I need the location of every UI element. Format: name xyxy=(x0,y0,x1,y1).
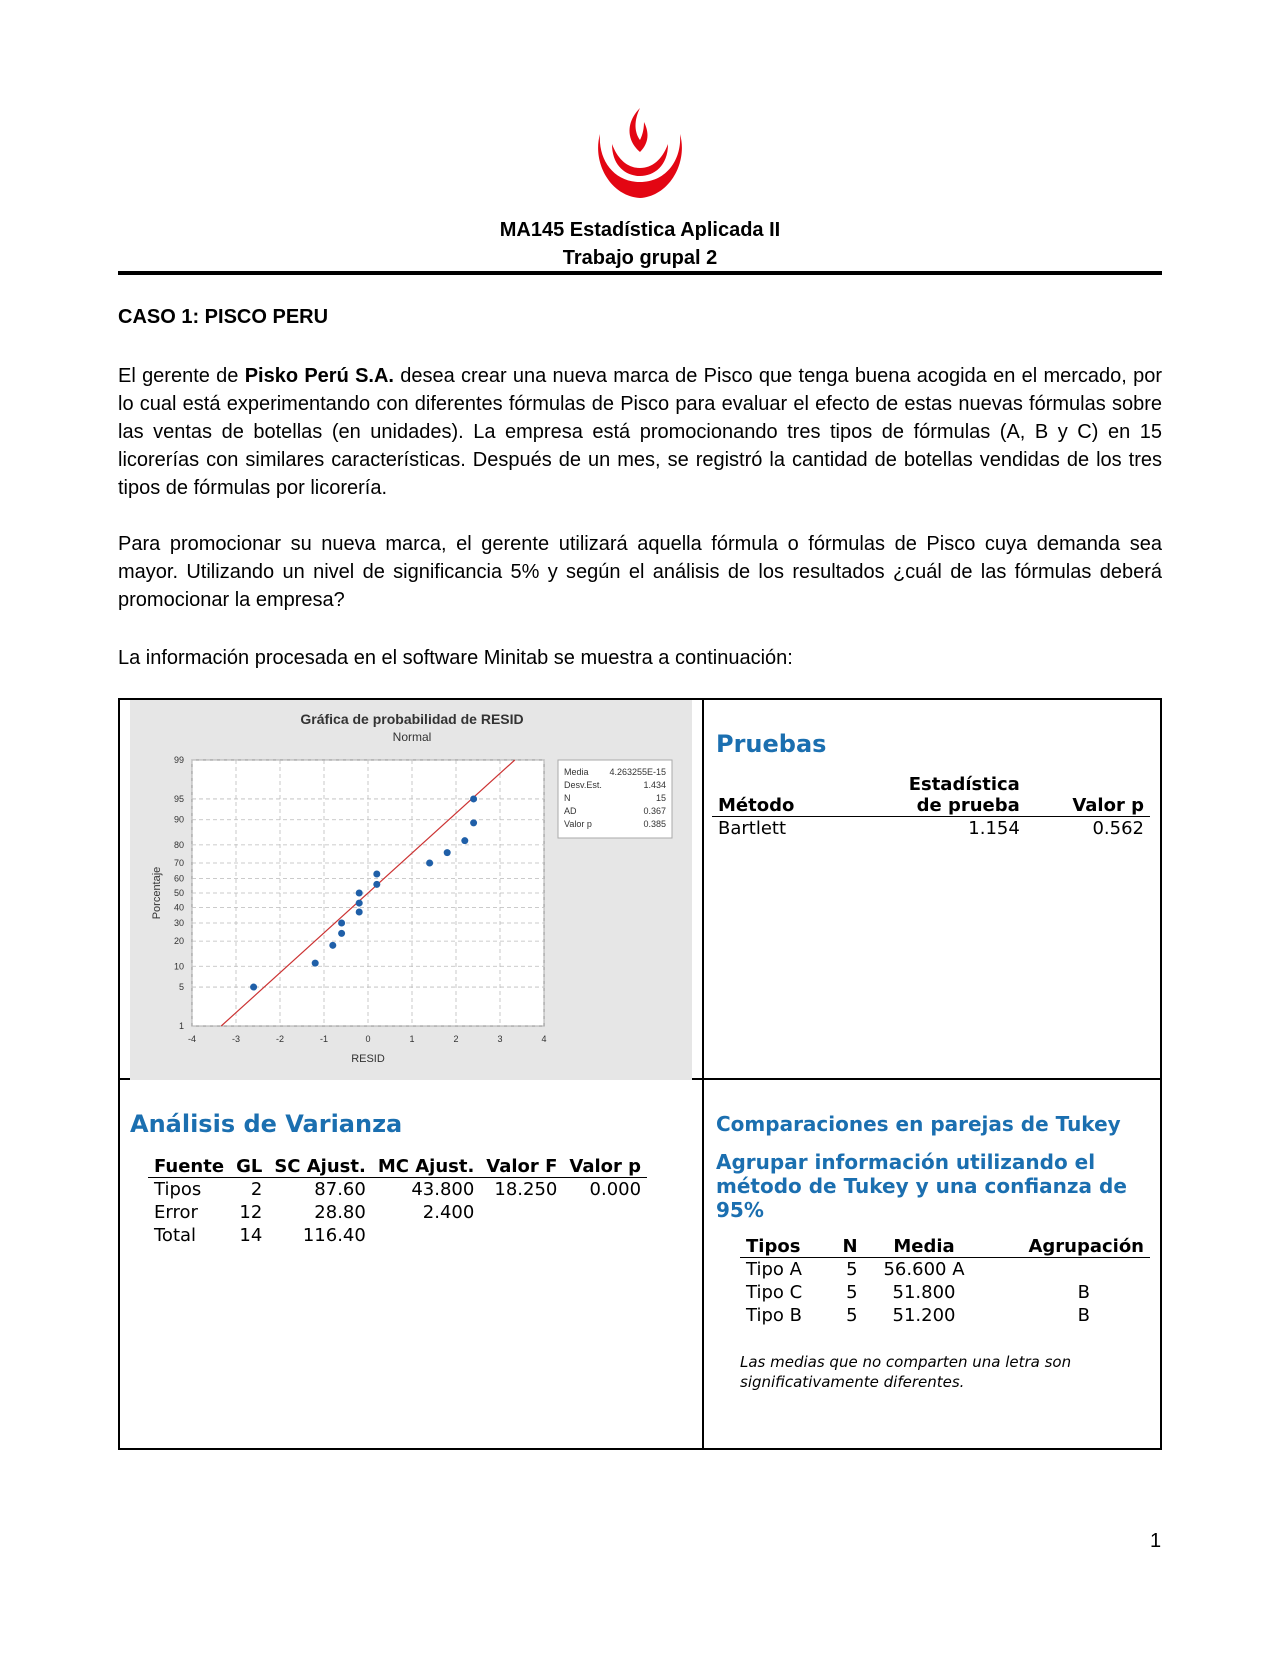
tukey-group-b: B xyxy=(1077,1305,1090,1326)
tukey-cell: 5 xyxy=(846,1282,858,1303)
anova-cell xyxy=(480,1201,563,1224)
tukey-header-tipos: Tipos xyxy=(740,1236,828,1258)
data-point xyxy=(373,871,380,878)
anova-cell: Tipos xyxy=(154,1179,202,1200)
y-axis-label: Porcentaje xyxy=(151,866,163,920)
tukey-cell xyxy=(864,1304,985,1327)
anova-cell xyxy=(563,1224,647,1247)
table-row xyxy=(148,1201,647,1224)
data-point xyxy=(329,942,336,949)
data-point xyxy=(373,881,380,888)
x-tick-label: -1 xyxy=(319,1034,329,1044)
x-tick-label: 4 xyxy=(541,1034,547,1044)
anova-title: Análisis de Varianza xyxy=(130,1110,403,1138)
anova-cell xyxy=(563,1201,647,1224)
header-divider xyxy=(118,271,1162,275)
pruebas-header-estadistica-line1: Estadística xyxy=(908,774,1020,795)
x-tick-label: 0 xyxy=(365,1034,371,1044)
data-point xyxy=(444,849,451,856)
course-title: MA145 Estadística Aplicada II xyxy=(499,219,781,241)
x-tick-label: -3 xyxy=(231,1034,241,1044)
y-tick-label: 1 xyxy=(178,1021,184,1031)
y-axis-ticks xyxy=(174,755,184,1031)
table-row xyxy=(740,1281,1150,1304)
data-point xyxy=(470,795,477,802)
y-tick-label: 5 xyxy=(178,982,184,993)
y-tick-label: 70 xyxy=(173,858,184,869)
data-point xyxy=(338,930,345,937)
tukey-media: 56.600 xyxy=(883,1259,947,1280)
data-point xyxy=(312,960,319,967)
paragraph-minitab: La información procesada en el software Minitab se muestra a continuación: xyxy=(118,647,793,669)
tukey-media: 51.800 xyxy=(892,1282,956,1303)
pruebas-header-estadistica xyxy=(843,774,1026,817)
anova-header-gl: GL xyxy=(230,1156,268,1178)
anova-cell: 18.250 xyxy=(494,1179,558,1200)
anova-header-sc: SC Ajust. xyxy=(268,1156,372,1178)
anova-cell: 12 xyxy=(239,1202,263,1223)
stats-legend xyxy=(558,760,672,838)
table-row xyxy=(712,817,1150,841)
table-row xyxy=(148,1178,647,1202)
y-tick-label: 30 xyxy=(173,917,184,928)
anova-cell: 0.000 xyxy=(589,1179,642,1200)
x-tick-label: 1 xyxy=(409,1034,415,1044)
anova-cell: 2.400 xyxy=(422,1202,475,1223)
tukey-table xyxy=(740,1236,1150,1327)
y-tick-label: 50 xyxy=(173,888,184,898)
tukey-note: Las medias que no comparten una letra son significativamente diferentes. xyxy=(740,1353,1072,1391)
y-tick-label: 10 xyxy=(173,961,184,972)
anova-cell: 14 xyxy=(239,1225,263,1246)
tukey-header-agrupacion: Agrupación xyxy=(984,1236,1150,1258)
pruebas-header-metodo: Método xyxy=(712,774,843,817)
x-tick-label: 2 xyxy=(453,1034,459,1044)
anova-cell: 2 xyxy=(250,1179,263,1200)
anova-table xyxy=(148,1156,647,1247)
paragraph-question: Para promocionar su nueva marca, el gerente utilizará aquella fórmula o fórmulas de Pisco cuya demanda sea mayor. Utilizando un nivel de significancia 5% y según el análisis de los resultados ¿cuál de las fórmulas deberá promocionar la empresa? xyxy=(118,533,1162,611)
y-tick-label: 20 xyxy=(173,936,184,947)
anova-cell: Total xyxy=(154,1225,197,1246)
probability-plot xyxy=(130,700,692,1080)
anova-cell: 28.80 xyxy=(314,1202,366,1223)
legend-label: Desv.Est. xyxy=(564,780,602,790)
data-point xyxy=(356,890,363,897)
data-point xyxy=(426,860,433,867)
pruebas-table xyxy=(712,774,1150,840)
legend-label: Media xyxy=(564,767,589,777)
tukey-cell: Tipo A xyxy=(746,1259,802,1280)
paragraph-intro xyxy=(118,362,1162,502)
anova-header-valor-f: Valor F xyxy=(480,1156,563,1178)
x-axis-label: RESID xyxy=(351,1053,385,1065)
table-row xyxy=(740,1304,1150,1327)
x-axis-ticks xyxy=(188,1034,547,1044)
legend-label: AD xyxy=(564,806,577,816)
assignment-subtitle: Trabajo grupal 2 xyxy=(562,247,718,269)
case-title: CASO 1: PISCO PERU xyxy=(118,306,329,328)
probability-plot-panel xyxy=(130,700,692,1080)
tukey-cell: Tipo B xyxy=(746,1305,802,1326)
y-tick-label: 40 xyxy=(173,902,184,913)
table-row xyxy=(740,1258,1150,1282)
y-tick-label: 99 xyxy=(173,755,184,765)
pruebas-header-estadistica-line2: de prueba xyxy=(916,795,1020,816)
tukey-cell xyxy=(864,1258,985,1282)
pruebas-title: Pruebas xyxy=(716,730,827,758)
anova-cell xyxy=(372,1224,480,1247)
x-tick-label: 3 xyxy=(497,1034,503,1044)
pruebas-estadistica: 1.154 xyxy=(968,818,1020,839)
anova-cell: Error xyxy=(154,1202,198,1223)
page-number: 1 xyxy=(1150,1530,1162,1552)
table-row xyxy=(148,1224,647,1247)
data-point xyxy=(356,908,363,915)
anova-cell xyxy=(480,1224,563,1247)
chart-title: Gráfica de probabilidad de RESID xyxy=(300,711,524,727)
data-point xyxy=(338,919,345,926)
company-name: Pisko Perú S.A. xyxy=(244,365,394,387)
tukey-header-media: Media xyxy=(864,1236,985,1258)
anova-header-valor-p: Valor p xyxy=(563,1156,647,1178)
tukey-media: 51.200 xyxy=(892,1305,956,1326)
x-tick-label: -4 xyxy=(187,1034,197,1044)
tukey-subtitle: Agrupar información utilizando el método de Tukey y una confianza de 95% xyxy=(716,1150,1127,1222)
data-point xyxy=(250,984,257,991)
anova-header-mc: MC Ajust. xyxy=(372,1156,480,1178)
legend-label: Valor p xyxy=(564,819,592,829)
pruebas-metodo: Bartlett xyxy=(718,818,787,839)
x-tick-label: -2 xyxy=(275,1034,285,1044)
y-tick-label: 95 xyxy=(173,793,184,804)
tukey-cell: 5 xyxy=(846,1259,858,1280)
tukey-group-b: B xyxy=(1077,1282,1090,1303)
tukey-cell: 5 xyxy=(846,1305,858,1326)
paragraph-intro-end: desea crear una nueva marca de Pisco que tenga buena acogida en el mercado, por lo cual está experimentando con diferentes fórmulas de Pisco para evaluar el efecto de estas nuevas fórmulas sobre las ventas de botellas (en unidades). La empresa está promocionando tres tipos de fórmulas (A, B y C) en 15 licorerías con similares características. Después de un mes, se registró la cantidad de botellas vendidas de los tres tipos de fórmulas por licorería. xyxy=(118,365,1162,499)
tukey-title: Comparaciones en parejas de Tukey xyxy=(716,1112,1121,1136)
pruebas-valor-p: 0.562 xyxy=(1092,818,1144,839)
y-tick-label: 80 xyxy=(173,839,184,850)
data-point xyxy=(470,819,477,826)
pruebas-header-valor-p: Valor p xyxy=(1026,774,1150,817)
legend-label: N xyxy=(564,793,571,803)
university-logo xyxy=(590,100,690,205)
y-tick-label: 90 xyxy=(173,814,184,825)
anova-cell: 116.40 xyxy=(302,1225,366,1246)
chart-subtitle: Normal xyxy=(392,730,432,744)
tukey-cell xyxy=(864,1281,985,1304)
anova-cell: 43.800 xyxy=(411,1179,475,1200)
legend-value: 15 xyxy=(655,793,666,803)
y-tick-label: 60 xyxy=(173,873,184,884)
anova-cell: 87.60 xyxy=(314,1179,366,1200)
paragraph-intro-start: El gerente de xyxy=(118,365,245,387)
tukey-header-n: N xyxy=(828,1236,863,1258)
legend-value: 0.385 xyxy=(643,819,666,829)
anova-header-fuente: Fuente xyxy=(148,1156,230,1178)
data-point xyxy=(461,837,468,844)
tukey-cell: Tipo C xyxy=(746,1282,803,1303)
legend-value: 1.434 xyxy=(643,780,666,790)
legend-value: 4.263255E-15 xyxy=(609,767,666,777)
data-point xyxy=(356,900,363,907)
legend-value: 0.367 xyxy=(643,806,666,816)
tukey-group-b xyxy=(984,1258,1150,1282)
tukey-group-a: A xyxy=(952,1259,965,1280)
results-table-vertical-divider xyxy=(702,698,704,1450)
